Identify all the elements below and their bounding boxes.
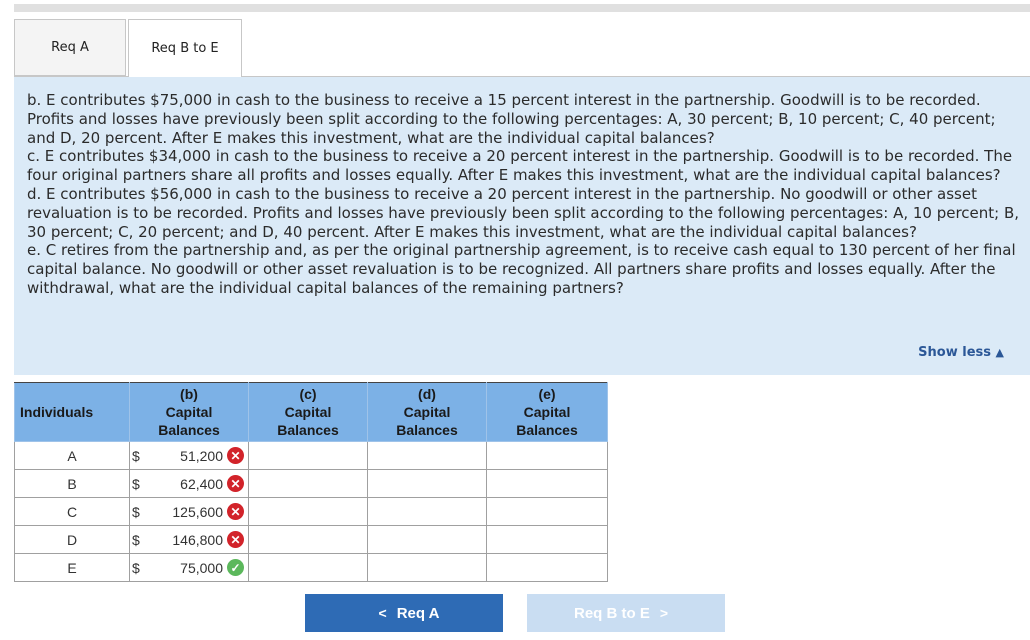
incorrect-icon: ✕ <box>227 503 244 520</box>
table-row <box>15 498 608 526</box>
input-d-a[interactable] <box>368 442 487 470</box>
row-name: C <box>15 498 130 526</box>
incorrect-icon: ✕ <box>227 447 244 464</box>
input-d-b[interactable] <box>368 470 487 498</box>
currency-symbol: $ <box>132 447 140 464</box>
header-c-line3: Balances <box>277 422 339 438</box>
header-e-line3: Balances <box>516 422 578 438</box>
question-e: e. C retires from the partnership and, as per the original partnership agreement, is to receive cash equal to 130 percent of her final capital balance. No goodwill or other asset revaluation is to be recognized. All partners share profits and losses equally. After the withdrawal, what are the individual capital balances of the remaining partners? <box>27 241 1016 297</box>
header-c <box>249 383 368 442</box>
show-less-link[interactable] <box>918 344 1004 363</box>
incorrect-icon: ✕ <box>227 475 244 492</box>
prev-button-label: Req A <box>396 604 440 622</box>
cell-value: 125,600 <box>172 503 223 520</box>
header-b <box>130 383 249 442</box>
question-panel <box>14 77 1030 375</box>
input-c-b[interactable] <box>249 470 368 498</box>
input-d-e[interactable] <box>368 554 487 582</box>
input-e-b[interactable] <box>487 470 608 498</box>
cell-value: 75,000 <box>180 559 223 576</box>
row-name: E <box>15 554 130 582</box>
header-e-line2: Capital <box>523 404 571 420</box>
row-name: A <box>15 442 130 470</box>
header-b-line1: (b) <box>180 386 198 402</box>
row-name: D <box>15 526 130 554</box>
currency-symbol: $ <box>132 503 140 520</box>
header-e <box>487 383 608 442</box>
header-b-line3: Balances <box>158 422 220 438</box>
show-less-label: Show less <box>918 345 991 361</box>
tab-bar <box>14 19 1030 77</box>
input-c-c[interactable] <box>249 498 368 526</box>
top-strip <box>14 4 1030 12</box>
currency-symbol: $ <box>132 559 140 576</box>
tab-req-b-to-e[interactable]: Req B to E <box>128 19 242 77</box>
input-c-a[interactable] <box>249 442 368 470</box>
question-c: c. E contributes $34,000 in cash to the business to receive a 20 percent interest in the partnership. Goodwill is to be recorded. The four original partners share all profits and losses equally. After E makes this investment, what are the individual capital balances? <box>27 147 1013 185</box>
input-e-c[interactable] <box>487 498 608 526</box>
header-c-line2: Capital <box>284 404 332 420</box>
table-row <box>15 442 608 470</box>
input-b-d[interactable] <box>130 526 249 554</box>
input-c-e[interactable] <box>249 554 368 582</box>
input-d-c[interactable] <box>368 498 487 526</box>
table-row <box>15 470 608 498</box>
checkmark-icon: ✓ <box>227 559 244 576</box>
input-b-a[interactable] <box>130 442 249 470</box>
row-name: B <box>15 470 130 498</box>
input-e-a[interactable] <box>487 442 608 470</box>
cell-value: 62,400 <box>180 475 223 492</box>
currency-symbol: $ <box>132 531 140 548</box>
input-e-d[interactable] <box>487 526 608 554</box>
cell-value: 51,200 <box>180 447 223 464</box>
header-b-line2: Capital <box>165 404 213 420</box>
prev-req-a-button[interactable] <box>305 594 503 632</box>
question-d: d. E contributes $56,000 in cash to the business to receive a 20 percent interest in the partnership. No goodwill or other asset revaluation is to be recorded. Profits and losses have previously been split according to the following percentages: A, 10 percent; B, 30 percent; C, 20 percent; and D, 40 percent. After E makes this investment, what are the individual capital balances? <box>27 184 1020 241</box>
table-row <box>15 554 608 582</box>
incorrect-icon: ✕ <box>227 531 244 548</box>
header-c-line1: (c) <box>299 386 317 402</box>
input-b-e[interactable] <box>130 554 249 582</box>
capital-balances-table <box>14 382 608 582</box>
input-d-d[interactable] <box>368 526 487 554</box>
header-d-line3: Balances <box>396 422 458 438</box>
header-individuals: Individuals <box>15 383 130 442</box>
triangle-up-icon: ▲ <box>995 346 1004 360</box>
input-b-b[interactable] <box>130 470 249 498</box>
table-header-row <box>15 383 608 442</box>
table-row <box>15 526 608 554</box>
next-button-label: Req B to E <box>573 604 650 622</box>
tab-req-a[interactable]: Req A <box>14 19 126 76</box>
chevron-right-icon: > <box>659 605 669 621</box>
input-b-c[interactable] <box>130 498 249 526</box>
header-d-line2: Capital <box>403 404 451 420</box>
header-d <box>368 383 487 442</box>
cell-value: 146,800 <box>172 531 223 548</box>
next-req-b-to-e-button[interactable] <box>527 594 725 632</box>
question-b: b. E contributes $75,000 in cash to the business to receive a 15 percent interest in the partnership. Goodwill is to be recorded. Profits and losses have previously been split according to the following percentages: A, 30 percent; B, 10 percent; C, 40 percent; and D, 20 percent. After E makes this investment, what are the individual capital balances? <box>27 91 996 147</box>
currency-symbol: $ <box>132 475 140 492</box>
chevron-left-icon: < <box>378 605 387 621</box>
input-e-e[interactable] <box>487 554 608 582</box>
input-c-d[interactable] <box>249 526 368 554</box>
header-e-line1: (e) <box>538 386 556 402</box>
header-d-line1: (d) <box>418 386 436 402</box>
